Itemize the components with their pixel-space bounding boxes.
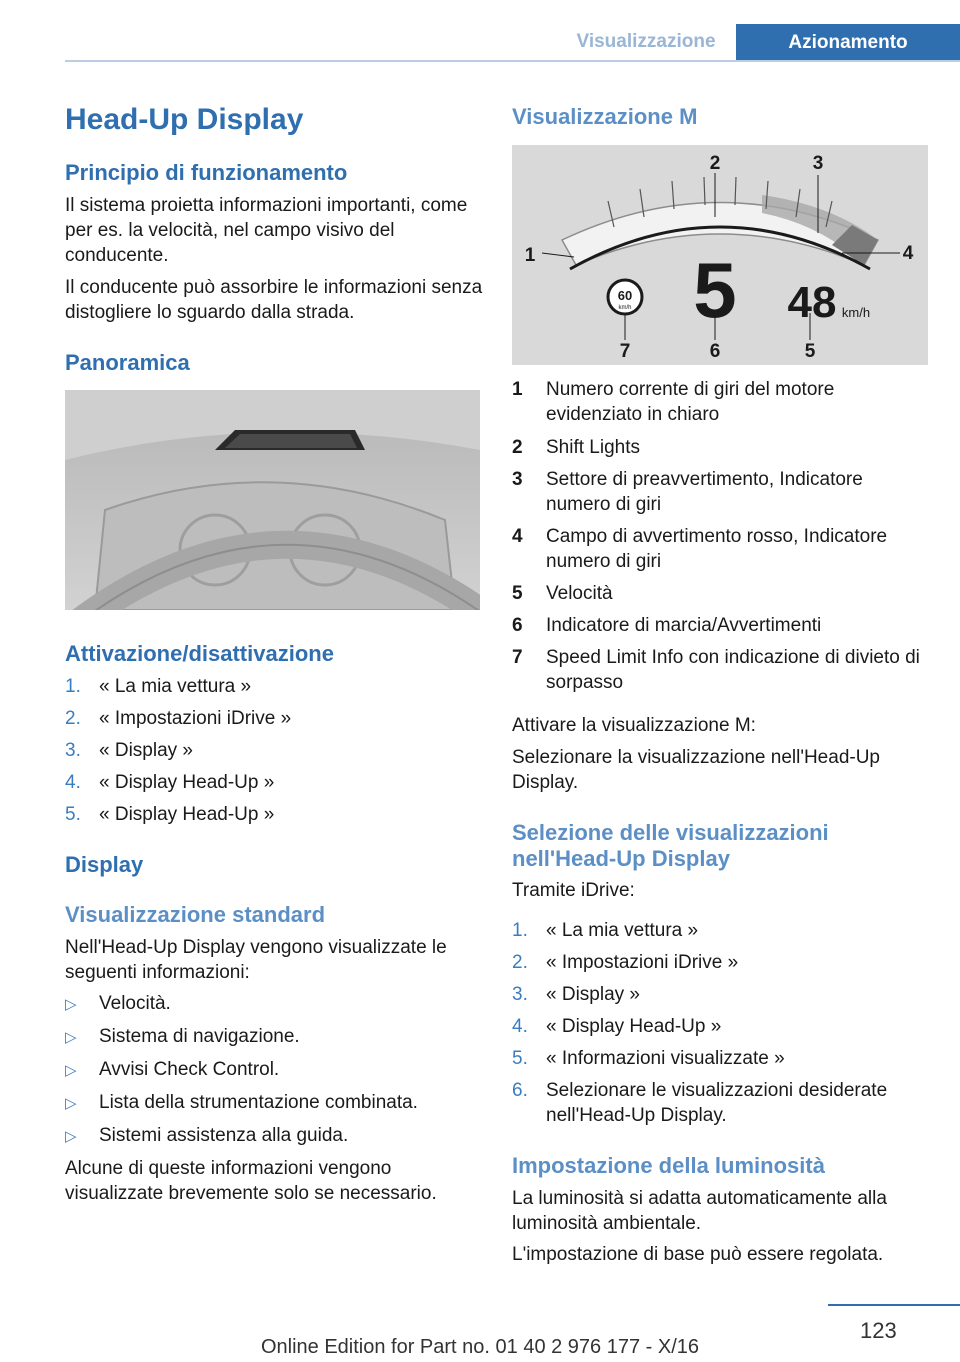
- limit-unit: km/h: [618, 305, 632, 311]
- selection-step: 2. « Impostazioni iDrive »: [512, 952, 739, 973]
- activation-heading: Attivazione/disattivazione: [65, 641, 334, 666]
- standard-intro: Nell'Head-Up Display vengono visualizzate le seguenti informazioni:: [65, 937, 447, 983]
- activation-step: 1. « La mia vettura »: [65, 676, 252, 697]
- activation-step: 4. « Display Head-Up »: [65, 772, 275, 793]
- brightness-paragraph-2: L'impostazione di base può essere regolata.: [512, 1244, 884, 1265]
- legend-item: 5 Velocità: [512, 583, 613, 604]
- standard-item: ▷ Lista della strumentazione combinata.: [65, 1092, 418, 1113]
- standard-item: ▷ Sistemi assistenza alla guida.: [65, 1125, 349, 1146]
- callout-4: 4: [902, 243, 914, 264]
- footer-rule: [828, 1304, 960, 1306]
- tab-azionamento[interactable]: Azionamento: [736, 24, 960, 62]
- speed-unit: km/h: [841, 305, 871, 320]
- selection-intro: Tramite iDrive:: [512, 880, 635, 901]
- selection-step: 6. Selezionare le visualizzazioni desiderate nell'Head-Up Display.: [512, 1080, 888, 1126]
- legend-item: 2 Shift Lights: [512, 437, 640, 458]
- brightness-heading: Impostazione della luminosità: [512, 1153, 825, 1178]
- standard-heading: Visualizzazione standard: [65, 902, 326, 927]
- dashboard-photo: [65, 390, 480, 610]
- standard-outro: Alcune di queste informazioni vengono visualizzate brevemente solo se necessario.: [65, 1158, 437, 1204]
- legend-item: 4 Campo di avvertimento rosso, Indicatore numero di giri: [512, 526, 888, 572]
- m-heading: Visualizzazione M: [512, 104, 698, 129]
- hud-m-figure: [512, 145, 928, 365]
- legend-item: 6 Indicatore di marcia/Avvertimenti: [512, 615, 822, 636]
- selection-heading: Selezione delle visualizzazioni nell'Head-Up Display: [512, 820, 829, 871]
- legend-item: 7 Speed Limit Info con indicazione di divieto di sorpasso: [512, 647, 920, 693]
- standard-item: ▷ Avvisi Check Control.: [65, 1059, 280, 1080]
- callout-7: 7: [619, 341, 631, 362]
- page-title: Head-Up Display: [65, 103, 304, 136]
- display-heading: Display: [65, 852, 144, 877]
- principle-paragraph-1: Il sistema proietta informazioni importanti, come per es. la velocità, nel campo visivo del conducente.: [65, 195, 468, 266]
- standard-item: ▷ Velocità.: [65, 993, 171, 1014]
- overview-heading: Panoramica: [65, 350, 190, 375]
- tab-visualizzazione[interactable]: Visualizzazione: [576, 31, 716, 52]
- selection-step: 5. « Informazioni visualizzate »: [512, 1048, 785, 1069]
- activate-m-line2: Selezionare la visualizzazione nell'Head-Up Display.: [512, 747, 880, 793]
- selection-step: 4. « Display Head-Up »: [512, 1016, 722, 1037]
- activation-step: 2. « Impostazioni iDrive »: [65, 708, 292, 729]
- gear-indicator: 5: [693, 246, 737, 334]
- callout-1: 1: [524, 245, 536, 266]
- activate-m-line1: Attivare la visualizzazione M:: [512, 715, 756, 736]
- standard-item: ▷ Sistema di navigazione.: [65, 1026, 300, 1047]
- activation-step: 3. « Display »: [65, 740, 193, 761]
- header-rule: [65, 60, 960, 62]
- selection-step: 3. « Display »: [512, 984, 640, 1005]
- page-number: 123: [860, 1318, 897, 1343]
- callout-6: 6: [709, 341, 721, 362]
- principle-heading: Principio di funzionamento: [65, 160, 348, 185]
- principle-paragraph-2: Il conducente può assorbire le informazioni senza distogliere lo sguardo dalla strada.: [65, 277, 483, 323]
- edition-note: Online Edition for Part no. 01 40 2 976 177 - X/16: [260, 1336, 700, 1358]
- legend-item: 1 Numero corrente di giri del motore evidenziato in chiaro: [512, 379, 835, 425]
- activation-step: 5. « Display Head-Up »: [65, 804, 275, 825]
- limit-value: 60: [617, 288, 633, 303]
- speed-value: 48: [787, 278, 837, 327]
- callout-2: 2: [709, 153, 721, 174]
- brightness-paragraph-1: La luminosità si adatta automaticamente alla luminosità ambientale.: [512, 1188, 887, 1234]
- callout-5: 5: [804, 341, 816, 362]
- selection-step: 1. « La mia vettura »: [512, 920, 699, 941]
- callout-3: 3: [812, 153, 824, 174]
- legend-item: 3 Settore di preavvertimento, Indicatore numero di giri: [512, 469, 863, 515]
